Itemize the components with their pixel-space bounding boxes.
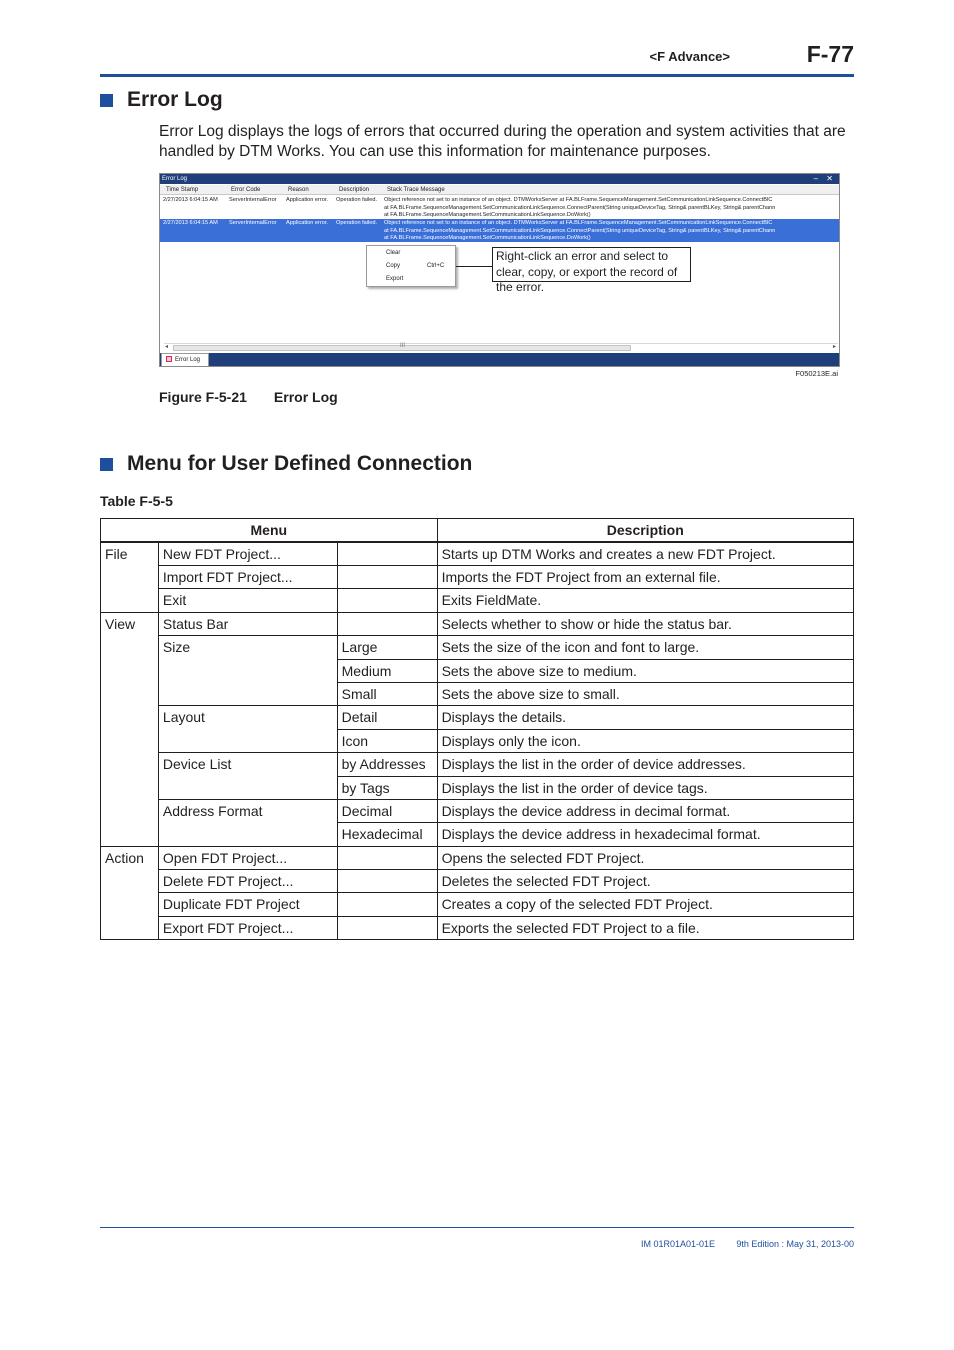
copy-shortcut: Ctrl+C bbox=[427, 263, 445, 269]
table-row bbox=[101, 636, 854, 659]
table-row bbox=[101, 846, 854, 869]
header-rule bbox=[100, 74, 854, 77]
log-stack-line: at FA.BLFrame.SequenceManagement.SetCommunicationLinkSequence.DoWork() bbox=[384, 235, 591, 242]
submenu-item bbox=[337, 566, 437, 589]
figure-number: Figure F-5-21 bbox=[159, 389, 247, 405]
log-stack-line: at FA.BLFrame.SequenceManagement.SetCommunicationLinkSequence.DoWork() bbox=[384, 212, 591, 219]
context-menu-copy[interactable]: Copy bbox=[386, 263, 401, 269]
menu-description: Starts up DTM Works and creates a new FDT Project. bbox=[437, 542, 853, 566]
log-description: Operation failed. bbox=[336, 197, 378, 203]
table-label: Table F-5-5 bbox=[100, 493, 173, 509]
section-title: Error Log bbox=[127, 88, 223, 111]
figure-title: Error Log bbox=[273, 389, 338, 405]
menu-description: Displays the details. bbox=[437, 706, 853, 729]
window-titlebar bbox=[160, 174, 839, 184]
menu-description: Deletes the selected FDT Project. bbox=[437, 870, 853, 893]
submenu-item bbox=[337, 916, 437, 939]
menu-description: Selects whether to show or hide the status bar. bbox=[437, 612, 853, 635]
menu-description: Displays the device address in decimal format. bbox=[437, 799, 853, 822]
log-code: ServerInternalError bbox=[229, 197, 277, 203]
tab-error-log[interactable] bbox=[161, 353, 209, 367]
log-stack-line: at FA.BLFrame.SequenceManagement.SetCommunicationLinkSequence.ConnectParent(String uniqueDeviceTag, String& parentBLKey, String& parentChann bbox=[384, 227, 776, 234]
menu-description: Imports the FDT Project from an external file. bbox=[437, 566, 853, 589]
table-row bbox=[101, 799, 854, 822]
header-menu: Menu bbox=[101, 519, 438, 543]
figure-caption bbox=[159, 389, 338, 405]
log-time: 2/27/2013 6:04:15 AM bbox=[163, 220, 218, 226]
section-title: Menu for User Defined Connection bbox=[127, 452, 473, 475]
log-row[interactable] bbox=[160, 196, 839, 219]
scroll-right-icon[interactable]: ▸ bbox=[832, 344, 836, 350]
context-menu-clear[interactable]: Clear bbox=[386, 250, 401, 256]
group-file: File bbox=[101, 542, 159, 612]
scrollbar-grip-icon: III bbox=[400, 343, 406, 349]
scroll-left-icon[interactable]: ◂ bbox=[165, 344, 169, 350]
submenu-item bbox=[337, 893, 437, 916]
log-reason: Application error. bbox=[286, 220, 328, 226]
submenu-item bbox=[337, 846, 437, 869]
column-header[interactable]: Reason bbox=[288, 187, 309, 193]
table-row bbox=[101, 566, 854, 589]
menu-description: Sets the size of the icon and font to large. bbox=[437, 636, 853, 659]
submenu-item bbox=[337, 589, 437, 612]
log-code: ServerInternalError bbox=[229, 220, 277, 226]
submenu-item: Medium bbox=[337, 659, 437, 682]
menu-description: Sets the above size to medium. bbox=[437, 659, 853, 682]
menu-item: Import FDT Project... bbox=[158, 566, 337, 589]
column-header[interactable]: Time Stamp bbox=[166, 187, 199, 193]
section-heading-menu bbox=[100, 452, 472, 476]
submenu-item: Large bbox=[337, 636, 437, 659]
menu-description: Exits FieldMate. bbox=[437, 589, 853, 612]
column-header[interactable]: Description bbox=[339, 187, 370, 193]
menu-description: Sets the above size to small. bbox=[437, 682, 853, 705]
section-heading-error-log bbox=[100, 88, 223, 112]
menu-description: Displays the device address in hexadecimal format. bbox=[437, 823, 853, 846]
context-menu-export[interactable]: Export bbox=[386, 276, 404, 282]
log-time: 2/27/2013 6:04:15 AM bbox=[163, 197, 218, 203]
menu-description: Displays the list in the order of device tags. bbox=[437, 776, 853, 799]
column-header-row bbox=[160, 185, 839, 195]
menu-description: Opens the selected FDT Project. bbox=[437, 846, 853, 869]
bullet-square-icon bbox=[100, 94, 113, 107]
table-row bbox=[101, 706, 854, 729]
intro-paragraph: Error Log displays the logs of errors that occurred during the operation and system activities that are handled by DTM Works. You can use this information for maintenance purposes. bbox=[159, 123, 846, 160]
table-header-row bbox=[101, 519, 854, 543]
column-header[interactable]: Error Code bbox=[231, 187, 261, 193]
error-log-icon bbox=[166, 356, 172, 362]
table-row bbox=[101, 542, 854, 566]
callout-box: Right-click an error and select to clear, copy, or export the record of the error. bbox=[492, 247, 691, 282]
header-description: Description bbox=[437, 519, 853, 543]
window-buttons-icon[interactable]: – ✕ bbox=[813, 174, 836, 183]
menu-description: Creates a copy of the selected FDT Project. bbox=[437, 893, 853, 916]
figure-file-id: F050213E.ai bbox=[795, 369, 838, 378]
menu-item: Duplicate FDT Project bbox=[158, 893, 337, 916]
menu-description: Exports the selected FDT Project to a file. bbox=[437, 916, 853, 939]
submenu-item: by Addresses bbox=[337, 753, 437, 776]
callout-leader-line bbox=[456, 266, 492, 267]
submenu-item bbox=[337, 870, 437, 893]
menu-item: Status Bar bbox=[158, 612, 337, 635]
tab-label: Error Log bbox=[175, 357, 201, 363]
submenu-item: by Tags bbox=[337, 776, 437, 799]
table-row bbox=[101, 612, 854, 635]
horizontal-scrollbar[interactable] bbox=[164, 343, 838, 351]
group-view: View bbox=[101, 612, 159, 846]
menu-item: Size bbox=[158, 636, 337, 706]
menu-item: Layout bbox=[158, 706, 337, 753]
header-section-label: <F Advance> bbox=[649, 49, 730, 64]
table-row bbox=[101, 916, 854, 939]
menu-table bbox=[100, 518, 854, 940]
tab-bar bbox=[160, 353, 839, 367]
table-row bbox=[101, 589, 854, 612]
submenu-item: Hexadecimal bbox=[337, 823, 437, 846]
menu-description: Displays only the icon. bbox=[437, 729, 853, 752]
footer-doc-number: IM 01R01A01-01E bbox=[641, 1239, 716, 1249]
menu-item: Open FDT Project... bbox=[158, 846, 337, 869]
submenu-item bbox=[337, 612, 437, 635]
menu-item: Exit bbox=[158, 589, 337, 612]
log-row-selected[interactable] bbox=[160, 219, 839, 242]
submenu-item: Decimal bbox=[337, 799, 437, 822]
table-row bbox=[101, 870, 854, 893]
log-reason: Application error. bbox=[286, 197, 328, 203]
table-row bbox=[101, 893, 854, 916]
window-title: Error Log bbox=[162, 176, 188, 182]
group-action: Action bbox=[101, 846, 159, 940]
submenu-item: Detail bbox=[337, 706, 437, 729]
menu-item: Delete FDT Project... bbox=[158, 870, 337, 893]
log-stack-line: Object reference not set to an instance of an object. DTMWorksServer at FA.BLFrame.SequenceManagement.SetCommunicationLinkSequence.ConnectBlC bbox=[384, 220, 773, 226]
menu-item: New FDT Project... bbox=[158, 542, 337, 566]
menu-item: Export FDT Project... bbox=[158, 916, 337, 939]
submenu-item: Icon bbox=[337, 729, 437, 752]
footer-rule bbox=[100, 1227, 854, 1228]
table-row bbox=[101, 753, 854, 776]
log-description: Operation failed. bbox=[336, 220, 378, 226]
footer-edition: 9th Edition : May 31, 2013-00 bbox=[736, 1239, 854, 1249]
log-stack-line: Object reference not set to an instance of an object. DTMWorksServer at FA.BLFrame.SequenceManagement.SetCommunicationLinkSequence.ConnectBlC bbox=[384, 197, 773, 203]
menu-item: Device List bbox=[158, 753, 337, 800]
column-header[interactable]: Stack Trace Message bbox=[387, 187, 445, 193]
menu-description: Displays the list in the order of device addresses. bbox=[437, 753, 853, 776]
bullet-square-icon bbox=[100, 458, 113, 471]
submenu-item: Small bbox=[337, 682, 437, 705]
context-menu bbox=[366, 245, 456, 287]
submenu-item bbox=[337, 542, 437, 566]
menu-item: Address Format bbox=[158, 799, 337, 846]
log-stack-line: at FA.BLFrame.SequenceManagement.SetCommunicationLinkSequence.ConnectParent(String uniqueDeviceTag, String& parentBLKey, String& parentChann bbox=[384, 204, 776, 211]
page-number: F-77 bbox=[806, 41, 854, 67]
